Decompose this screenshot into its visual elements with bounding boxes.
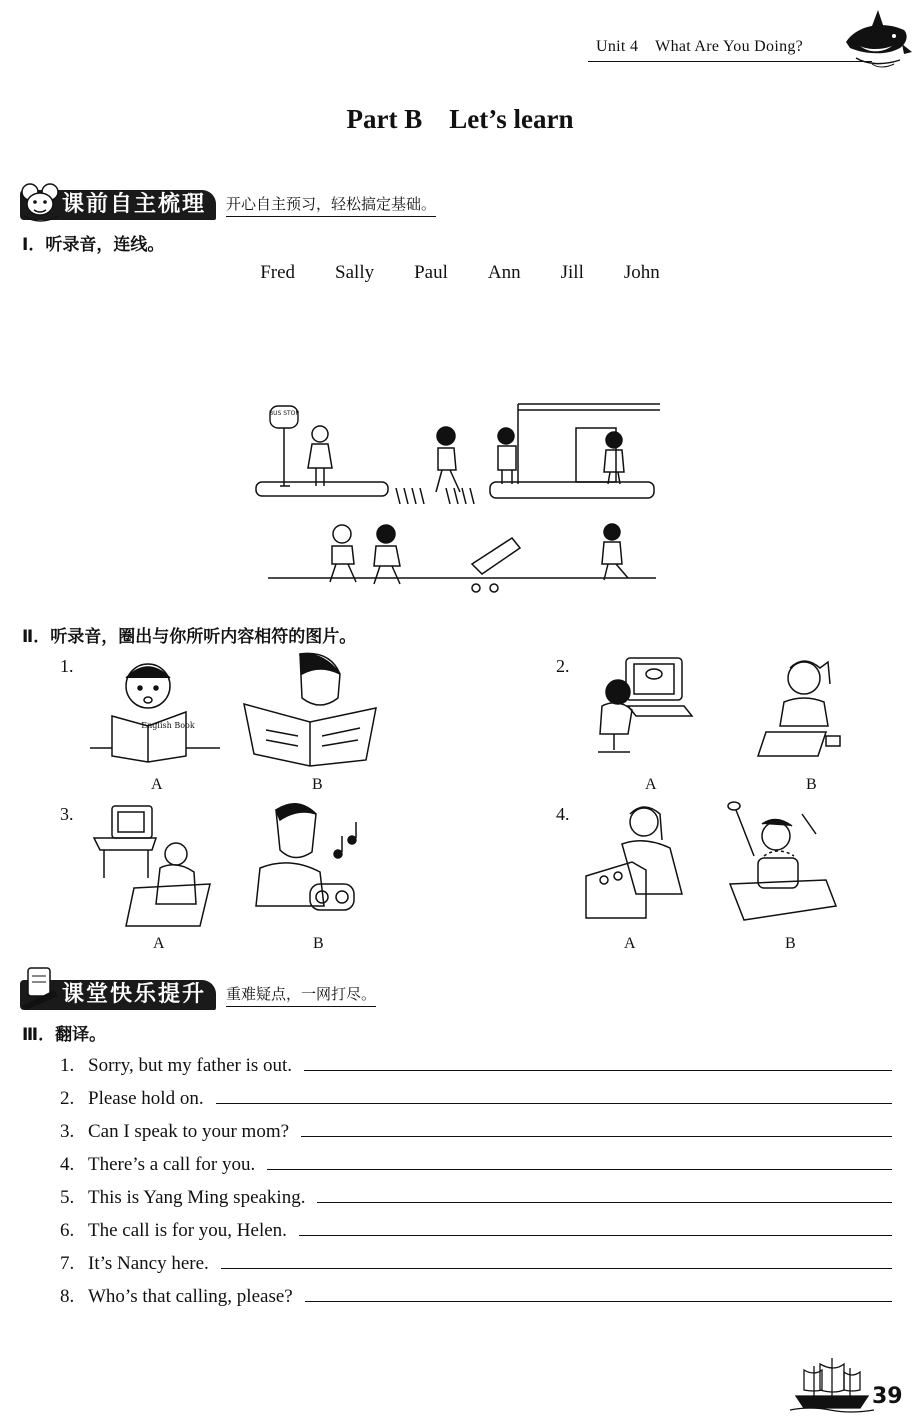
answer-line[interactable] (267, 1151, 892, 1170)
translation-row (60, 1085, 892, 1110)
translation-row (60, 1118, 892, 1143)
row-number: 8. (60, 1286, 75, 1307)
boy-watching-tv-picture[interactable] (90, 802, 216, 930)
header-rule (588, 61, 872, 62)
banner-note: 开心自主预习，轻松搞定基础。 (226, 193, 436, 217)
answer-line[interactable] (299, 1217, 892, 1236)
item-3-option-a[interactable]: A (153, 935, 165, 952)
row-sentence: Who’s that calling, please? (88, 1286, 293, 1307)
answer-line[interactable] (221, 1250, 892, 1269)
item-4-option-a[interactable]: A (624, 935, 636, 952)
man-reading-newspaper-picture[interactable] (240, 650, 380, 766)
item-4-number: 4. (556, 804, 570, 824)
banner-label: 课堂快乐提升 (20, 980, 216, 1010)
name-paul: Paul (414, 262, 448, 283)
answer-line[interactable] (305, 1283, 892, 1302)
man-cooking-picture[interactable] (712, 800, 844, 926)
pencil-mascot-icon (20, 966, 64, 1010)
row-sentence: Sorry, but my father is out. (88, 1055, 293, 1076)
translation-row (60, 1283, 892, 1308)
answer-line[interactable] (301, 1118, 892, 1137)
row-sentence: Can I speak to your mom? (88, 1121, 290, 1142)
running-header (596, 38, 803, 56)
row-number: 3. (60, 1121, 75, 1142)
item-1-option-b[interactable]: B (312, 776, 323, 793)
name-jill: Jill (560, 262, 584, 283)
translation-row (60, 1052, 892, 1077)
mouse-mascot-icon (20, 182, 64, 222)
translation-row (60, 1151, 892, 1176)
page-number: 39 (872, 1384, 903, 1409)
name-ann: Ann (487, 262, 521, 283)
item-2-number: 2. (556, 656, 570, 676)
section-banner-preview (20, 190, 436, 220)
item-1-number: 1. (60, 656, 74, 676)
item-3-number: 3. (60, 804, 74, 824)
question-1-heading: Ⅰ．听录音，连线。 (22, 235, 165, 255)
row-number: 2. (60, 1088, 75, 1109)
translation-row (60, 1217, 892, 1242)
question-3-heading: Ⅲ．翻译。 (22, 1025, 107, 1045)
translation-row (60, 1184, 892, 1209)
row-sentence: There’s a call for you. (88, 1154, 256, 1175)
row-number: 7. (60, 1253, 75, 1274)
item-1-option-a[interactable]: A (151, 776, 163, 793)
banner-note: 重难疑点，一网打尽。 (226, 983, 376, 1007)
row-number: 5. (60, 1187, 75, 1208)
item-4-option-b[interactable]: B (785, 935, 796, 952)
item-2-option-b[interactable]: B (806, 776, 817, 793)
row-sentence: Please hold on. (88, 1088, 204, 1109)
unit-label: Unit 4 (596, 38, 639, 55)
girl-at-computer-picture[interactable] (588, 652, 698, 760)
answer-line[interactable] (317, 1184, 892, 1203)
woman-making-card-picture[interactable] (756, 652, 848, 760)
orca-logo-icon (842, 8, 914, 70)
boy-reading-book-picture[interactable] (90, 656, 220, 762)
section-banner-classroom (20, 980, 376, 1010)
row-number: 1. (60, 1055, 75, 1076)
row-sentence: The call is for you, Helen. (88, 1220, 287, 1241)
page-title: Part B Let’s learn (346, 104, 574, 134)
banner-label: 课前自主梳理 (20, 190, 216, 220)
sailing-ship-icon (790, 1356, 874, 1412)
translation-row (60, 1250, 892, 1275)
answer-line[interactable] (304, 1052, 892, 1071)
row-number: 6. (60, 1220, 75, 1241)
woman-washing-clothes-picture[interactable] (586, 800, 690, 922)
answer-line[interactable] (216, 1085, 892, 1104)
row-number: 4. (60, 1154, 75, 1175)
bus-stop-sign-text: BUS STOP (268, 410, 300, 417)
name-john: John (623, 262, 660, 283)
item-3-option-b[interactable]: B (313, 935, 324, 952)
book-cover-text: English Book (141, 721, 195, 730)
unit-title: What Are You Doing? (655, 38, 804, 55)
question-2-heading: Ⅱ．听录音，圈出与你所听内容相符的图片。 (22, 627, 357, 647)
boy-listening-music-picture[interactable] (250, 800, 380, 924)
item-2-option-a[interactable]: A (645, 776, 657, 793)
row-sentence: It’s Nancy here. (88, 1253, 209, 1274)
street-scene-illustration (250, 398, 660, 598)
name-list (0, 262, 920, 284)
row-sentence: This is Yang Ming speaking. (88, 1187, 306, 1208)
name-fred: Fred (260, 262, 296, 283)
name-sally: Sally (335, 262, 375, 283)
